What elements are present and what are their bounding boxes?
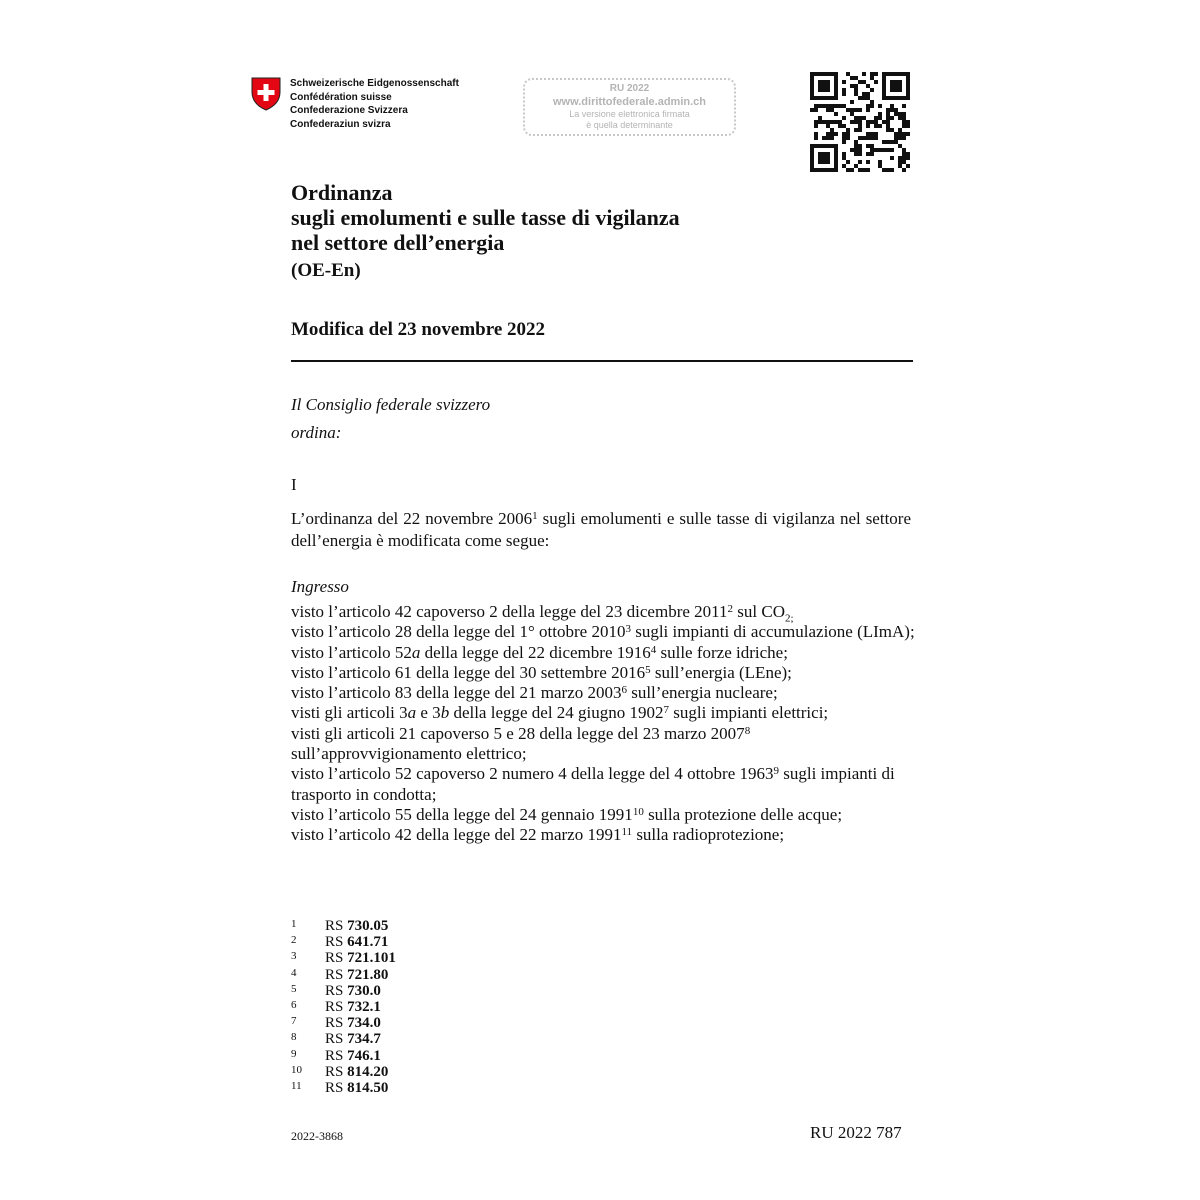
- footnote: 4 RS 721.80: [291, 966, 389, 983]
- ru-reference: RU 2022 787: [810, 1123, 902, 1142]
- footnote: 10 RS 814.20: [291, 1063, 389, 1080]
- footnote: 3 RS 721.101: [291, 950, 396, 967]
- swiss-cross-shield-icon: [251, 77, 281, 111]
- footnote: 7 RS 734.0: [291, 1015, 381, 1032]
- ingresso-item: visto l’articolo 55 della legge del 24 gennaio 1991$^{10}$ sulla protezione delle acque;: [291, 804, 843, 824]
- footnotes: [291, 918, 396, 1096]
- footnote-ref: 1: [532, 510, 538, 522]
- stamp-ru: RU 2022: [609, 83, 650, 94]
- federal-logo: [251, 77, 461, 137]
- footnote: 11 RS 814.50: [291, 1080, 389, 1097]
- ingresso-item: visto l’articolo 83 della legge del 21 marzo 2003$^6$ sull’energia nucleare;: [291, 683, 778, 703]
- footnote: 2 RS 641.71: [291, 934, 389, 951]
- org-name-de: Schweizerische Eidgenossenschaft: [290, 78, 459, 89]
- ingresso-item: visto l’articolo 52 capoverso 2 numero 4 della legge del 4 ottobre 1963$^9$ sugli impianti di trasporto in condotta;: [291, 764, 895, 804]
- document-title: [291, 180, 680, 255]
- title-line-3: nel settore dell’energia: [291, 230, 505, 255]
- intro-paragraph: L’ordinanza del 22 novembre 2006$^1$ sugli emolumenti e sulle tasse di vigilanza nel settore dell’energia è modificata come segue:: [291, 509, 912, 550]
- ingresso-item: visti gli articoli 3a e 3b della legge del 24 giugno 1902$^7$ sugli impianti elettrici;: [291, 703, 829, 723]
- ingresso-item: visto l’articolo 42 capoverso 2 della legge del 23 dicembre 2011$^2$ sul $CO_{2;}$: [291, 602, 794, 625]
- document-code: 2022-3868: [291, 1129, 343, 1143]
- org-name-rm: Confederaziun svizra: [290, 118, 391, 130]
- footnote: 6 RS 732.1: [291, 999, 381, 1016]
- electronic-version-stamp: [523, 78, 736, 136]
- stamp-note-1: La versione elettronica firmata: [569, 109, 690, 119]
- council-name: Il Consiglio federale svizzero: [291, 395, 491, 414]
- ingresso-list: [291, 602, 916, 846]
- ingresso-item: visto l’articolo 28 della legge del 1° ottobre 2010$^3$ sugli impianti di accumulazione (LImA);: [291, 622, 915, 642]
- footnote: 8 RS 734.7: [291, 1031, 381, 1048]
- decree-word: ordina:: [291, 423, 342, 442]
- ingresso-item: visti gli articoli 21 capoverso 5 e 28 della legge del 23 marzo 2007$^8$ sull’approvvigionamento elettrico;: [291, 723, 751, 764]
- ingresso-item: visto l’articolo 61 della legge del 30 settembre 2016$^5$ sull’energia (LEne);: [291, 662, 792, 682]
- ingresso-item: visto l’articolo 42 della legge del 22 marzo 1991$^{11}$ sulla radioprotezione;: [291, 825, 785, 845]
- footnote: 1 RS 730.05: [291, 918, 389, 934]
- qr-code-icon: [810, 72, 910, 172]
- ingresso-item: visto l’articolo 52a della legge del 22 dicembre 1916$^4$ sulle forze idriche;: [291, 642, 788, 662]
- org-names: [290, 77, 459, 131]
- section-number: I: [291, 475, 297, 494]
- footnote: 5 RS 730.0: [291, 982, 381, 999]
- ingresso-heading: Ingresso: [291, 577, 349, 596]
- document-abbreviation: (OE-En): [291, 260, 361, 281]
- title-line-1: Ordinanza: [291, 180, 393, 205]
- amendment-date: Modifica del 23 novembre 2022: [291, 319, 546, 340]
- stamp-url: www.dirittofederale.admin.ch: [552, 96, 706, 108]
- council-block: [291, 391, 490, 447]
- org-name-fr: Confédération suisse: [290, 91, 392, 103]
- stamp-note-2: è quella determinante: [586, 120, 673, 130]
- divider: [291, 360, 913, 362]
- title-line-2: sugli emolumenti e sulle tasse di vigilanza: [291, 205, 680, 230]
- org-name-it: Confederazione Svizzera: [290, 105, 408, 116]
- footnote: 9 RS 746.1: [291, 1047, 381, 1064]
